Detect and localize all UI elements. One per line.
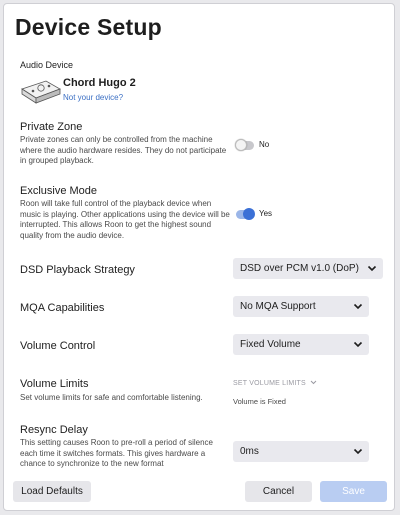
exclusive-mode-title: Exclusive Mode [20,185,98,197]
device-setup-dialog [3,3,395,511]
exclusive-mode-description: Roon will take full control of the playback device when music is playing. Other applications using the device will be interrupted. This allows Roon to get the highest sound quality from the audio device. [20,199,230,240]
save-button[interactable]: Save [320,481,387,502]
set-volume-limits-label: SET VOLUME LIMITS [233,380,306,387]
volume-control-title: Volume Control [20,340,96,352]
toggle-knob [235,139,247,151]
mqa-title: MQA Capabilities [20,302,105,314]
resync-delay-select[interactable] [233,441,369,462]
chevron-down-icon [310,380,317,385]
resync-delay-title: Resync Delay [20,424,88,436]
private-zone-toggle[interactable] [236,141,254,150]
chevron-down-icon [353,334,363,355]
set-volume-limits-button[interactable] [233,380,317,387]
audio-device-label: Audio Device [20,60,74,70]
volume-limits-status: Volume is Fixed [233,397,286,406]
page-title: Device Setup [15,14,162,40]
private-zone-description: Private zones can only be controlled from the machine where the audio hardware resides. They do not participate in grouped playback. [20,135,227,166]
resync-delay-value: 0ms [240,446,259,457]
chevron-down-icon [353,296,363,317]
device-name: Chord Hugo 2 [63,77,136,89]
cancel-button[interactable]: Cancel [245,481,312,502]
dsd-playback-value: DSD over PCM v1.0 (DoP) [240,263,359,274]
private-zone-title: Private Zone [20,121,83,133]
chevron-down-icon [353,441,363,462]
load-defaults-button[interactable]: Load Defaults [13,481,91,502]
exclusive-mode-toggle-label: Yes [259,209,273,218]
resync-delay-description: This setting causes Roon to pre-roll a period of silence each time it switches formats. This gives hardware a chance to synchronize to the new format [20,438,213,469]
not-your-device-link[interactable]: Not your device? [63,93,124,102]
dsd-playback-title: DSD Playback Strategy [20,264,135,276]
volume-limits-title: Volume Limits [20,378,89,390]
toggle-knob [243,208,255,220]
private-zone-toggle-label: No [259,140,270,149]
dsd-playback-select[interactable] [233,258,383,279]
mqa-select[interactable] [233,296,369,317]
volume-control-select[interactable] [233,334,369,355]
volume-control-value: Fixed Volume [240,339,301,350]
chevron-down-icon [367,258,377,279]
volume-limits-description: Set volume limits for safe and comfortable listening. [20,393,203,402]
audio-device-icon [20,77,62,105]
mqa-value: No MQA Support [240,301,316,312]
exclusive-mode-toggle[interactable] [236,210,254,219]
